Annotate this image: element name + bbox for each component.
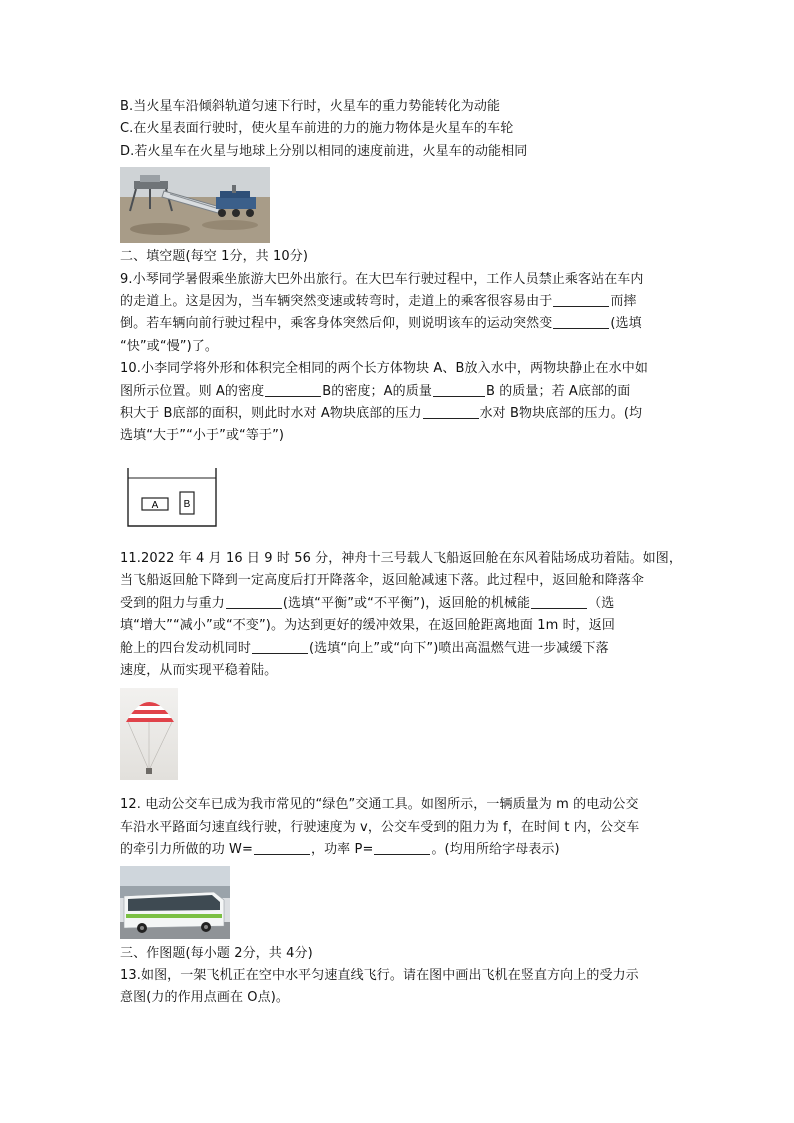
q11-blank-1[interactable] bbox=[226, 595, 282, 609]
electric-bus-image bbox=[120, 866, 230, 939]
q11-line-6: 速度，从而实现平稳着陆。 bbox=[120, 662, 278, 678]
mars-rover-image bbox=[120, 167, 270, 243]
parachute-image bbox=[120, 688, 178, 780]
q11-line-4: 填“增大”“减小”或“不变”)。为达到更好的缓冲效果，在返回舱距离地面 1m 时，返回 bbox=[120, 618, 615, 634]
q12-blank-2[interactable] bbox=[374, 841, 430, 855]
q11-blank-2[interactable] bbox=[531, 595, 587, 609]
q9-line-4: “快”或“慢”)了。 bbox=[120, 338, 219, 354]
block-a-label: A bbox=[151, 499, 159, 511]
q9-blank-2[interactable] bbox=[553, 315, 609, 329]
q10-blank-1[interactable] bbox=[265, 383, 321, 397]
q10-blank-2[interactable] bbox=[433, 383, 485, 397]
q10-line-4: 选填“大于”“小于”或“等于”) bbox=[120, 428, 285, 444]
q10-line-2: 图所示位置。则 A的密度 B的密度；A的质量 B 的质量；若 A底部的面 bbox=[120, 383, 631, 399]
q12-line-2: 车沿水平路面匀速直线行驶，行驶速度为 v，公交车受到的阻力为 f，在时间 t 内，公交车 bbox=[120, 819, 640, 835]
q11-blank-3[interactable] bbox=[252, 640, 308, 654]
option-c: C.在火星表面行驶时，使火星车前进的力的施力物体是火星车的车轮 bbox=[120, 121, 514, 137]
q11-line-5: 舱上的四台发动机同时 (选填“向上”或“向下”)喷出高温燃气进一步减缓下落 bbox=[120, 640, 609, 656]
q12-line-1: 12. 电动公交车已成为我市常见的“绿色”交通工具。如图所示，一辆质量为 m 的电动公交 bbox=[120, 797, 639, 813]
q12-line-3: 的牵引力所做的功 W= ，功率 P= 。(均用所给字母表示) bbox=[120, 842, 560, 858]
q11-line-2: 当飞船返回舱下降到一定高度后打开降落伞，返回舱减速下落。此过程中，返回舱和降落伞 bbox=[120, 573, 645, 589]
q9-blank-1[interactable] bbox=[553, 293, 609, 307]
document-body bbox=[120, 96, 680, 1010]
q10-blank-3[interactable] bbox=[423, 405, 479, 419]
q10-line-3: 积大于 B底部的面积，则此时水对 A物块底部的压力 水对 B物块底部的压力。(均 bbox=[120, 406, 643, 422]
q11-line-1: 11.2022 年 4 月 16 日 9 时 56 分，神舟十三号载人飞船返回舱在东风着陆场成功着陆。如图， bbox=[120, 550, 682, 566]
q9-line-3: 倒。若车辆向前行驶过程中，乘客身体突然后仰，则说明该车的运动突然变 (选填 bbox=[120, 316, 642, 332]
q11-line-3: 受到的阻力与重力 (选填“平衡”或“不平衡”)，返回舱的机械能 （选 bbox=[120, 595, 615, 611]
q13-line-1: 13.如图，一架飞机正在空中水平匀速直线飞行。请在图中画出飞机在竖直方向上的受力示 bbox=[120, 967, 639, 983]
option-d: D.若火星车在火星与地球上分别以相同的速度前进，火星车的动能相同 bbox=[120, 143, 528, 159]
section-2-title: 二、填空题(每空 1分，共 10分) bbox=[120, 249, 309, 265]
block-b-label: B bbox=[183, 498, 191, 510]
q12-blank-1[interactable] bbox=[254, 841, 310, 855]
section-3-title: 三、作图题(每小题 2分，共 4分) bbox=[120, 945, 313, 961]
water-beaker-figure bbox=[126, 466, 218, 528]
q9-line-2: 的走道上。这是因为，当车辆突然变速或转弯时，走道上的乘客很容易由于 而摔 bbox=[120, 294, 637, 310]
q13-line-2: 意图(力的作用点画在 O点)。 bbox=[120, 990, 290, 1006]
q9-line-1: 9.小琴同学暑假乘坐旅游大巴外出旅行。在大巴车行驶过程中，工作人员禁止乘客站在车内 bbox=[120, 271, 644, 287]
option-b: B.当火星车沿倾斜轨道匀速下行时，火星车的重力势能转化为动能 bbox=[120, 99, 501, 114]
q10-line-1: 10.小李同学将外形和体积完全相同的两个长方体物块 A、B放入水中，两物块静止在水中如 bbox=[120, 361, 648, 377]
